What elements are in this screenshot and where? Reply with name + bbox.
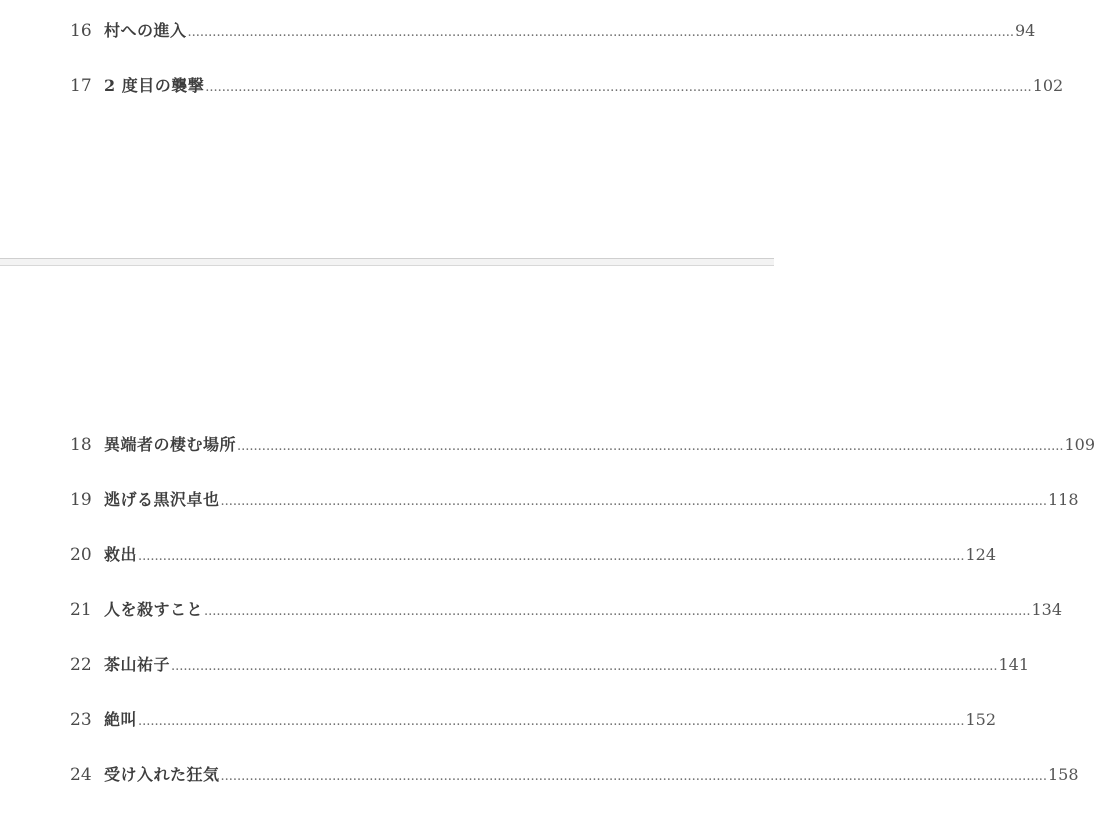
chapter-number: 24	[70, 765, 92, 785]
toc-entry[interactable]	[70, 598, 1063, 622]
chapter-title: 2 度目の襲撃	[104, 76, 205, 95]
toc-entry[interactable]	[70, 543, 997, 567]
chapter-title: 救出	[104, 545, 138, 564]
dot-leader: ........................................................................................................................................................................................................	[237, 439, 1064, 454]
dot-leader: ........................................................................................................................................................................................................	[220, 494, 1047, 509]
toc-entry[interactable]	[70, 653, 1030, 677]
page-number: 118	[1047, 490, 1079, 509]
dot-leader: ........................................................................................................................................................................................................	[171, 659, 998, 674]
dot-leader: ........................................................................................................................................................................................................	[205, 80, 1032, 95]
page-number: 102	[1032, 76, 1064, 95]
page-number: 124	[965, 545, 997, 564]
page-number: 152	[965, 710, 997, 729]
chapter-number: 16	[70, 21, 92, 41]
toc-entry[interactable]	[70, 488, 1079, 512]
chapter-number: 20	[70, 545, 92, 565]
chapter-number: 19	[70, 490, 92, 510]
toc-entry[interactable]	[70, 433, 1095, 457]
chapter-title: 茶山祐子	[104, 655, 171, 674]
chapter-number: 21	[70, 600, 92, 620]
chapter-number: 23	[70, 710, 92, 730]
chapter-title: 異端者の棲む場所	[104, 435, 237, 454]
chapter-title: 村への進入	[104, 21, 187, 40]
dot-leader: ........................................................................................................................................................................................................	[187, 25, 1014, 40]
toc-entry[interactable]	[70, 74, 1064, 98]
chapter-number: 17	[70, 76, 92, 96]
dot-leader: ........................................................................................................................................................................................................	[220, 769, 1047, 784]
chapter-title: 絶叫	[104, 710, 138, 729]
toc-entry[interactable]	[70, 708, 997, 732]
page-number: 134	[1031, 600, 1063, 619]
chapter-number: 18	[70, 435, 92, 455]
document-page-lower	[0, 266, 1095, 813]
chapter-title: 人を殺すこと	[104, 600, 204, 619]
toc-entry[interactable]	[70, 19, 1036, 43]
dot-leader: ........................................................................................................................................................................................................	[204, 604, 1031, 619]
page-separator	[0, 258, 774, 266]
chapter-title: 受け入れた狂気	[104, 765, 220, 784]
page-number: 94	[1014, 21, 1036, 40]
page-number: 158	[1047, 765, 1079, 784]
dot-leader: ........................................................................................................................................................................................................	[138, 549, 965, 564]
page-number: 141	[998, 655, 1030, 674]
toc-entry[interactable]	[70, 763, 1079, 787]
dot-leader: ........................................................................................................................................................................................................	[138, 714, 965, 729]
chapter-title: 逃げる黒沢卓也	[104, 490, 220, 509]
page-number: 109	[1064, 435, 1095, 454]
document-page-upper	[0, 0, 1064, 258]
chapter-number: 22	[70, 655, 92, 675]
